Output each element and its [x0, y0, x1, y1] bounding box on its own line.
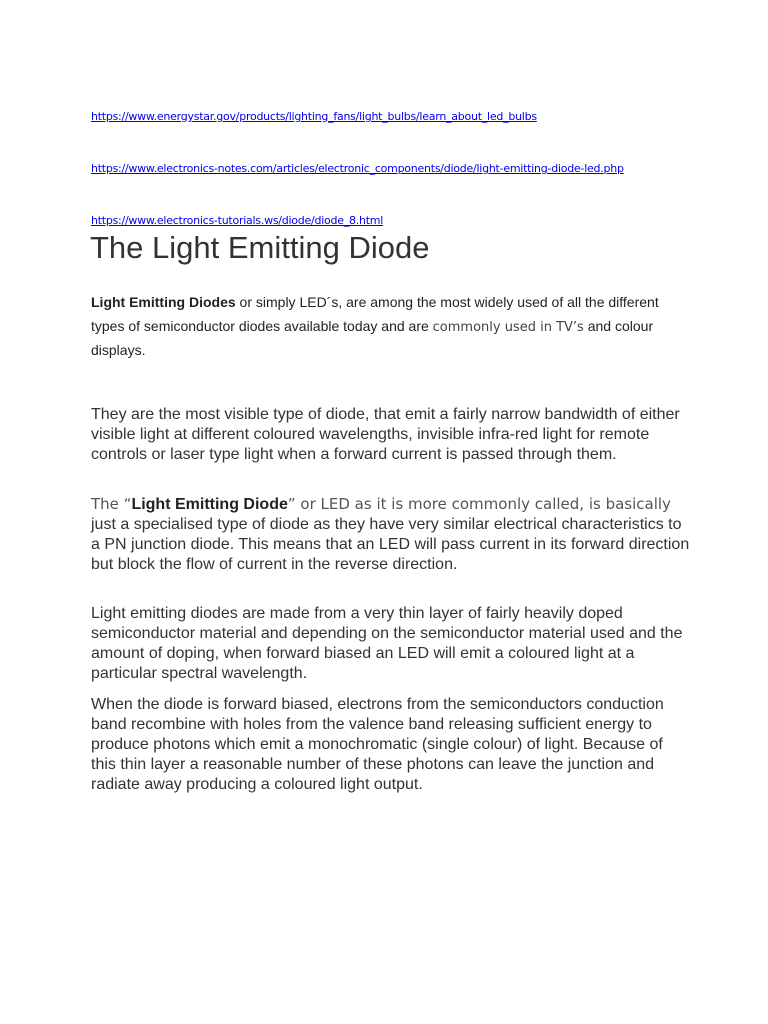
- link-energystar[interactable]: https://www.energystar.gov/products/lighting_fans/light_bulbs/learn_about_led_bulbs: [91, 110, 537, 123]
- p2-pre: The “: [91, 495, 132, 513]
- intro-text-1: or simply LED´s, are among the most widely used of all the different types of semiconductor diodes available today and are: [91, 294, 659, 334]
- link-electronics-notes[interactable]: https://www.electronics-notes.com/articles/electronic_components/diode/light-emitting-diode-led.php: [91, 162, 624, 175]
- intro-alt-text: commonly used in TV’s: [432, 319, 584, 335]
- intro-bold-term: Light Emitting Diodes: [91, 294, 236, 310]
- intro-paragraph: [91, 291, 691, 363]
- p2-alt: ” or LED as it is more commonly called, is basically: [287, 495, 671, 513]
- paragraph-visible-diode: They are the most visible type of diode, that emit a fairly narrow bandwidth of either visible light at different coloured wavelengths, invisible infra-red light for remote controls or laser type light when a forward current is passed through them.: [91, 406, 680, 463]
- paragraph-forward-biased: When the diode is forward biased, electrons from the semiconductors conduction band recombine with holes from the valence band releasing sufficient energy to produce photons which emit a monochromatic (single colour) of light. Because of this thin layer a reasonable number of these photons can leave the junction and radiate away producing a coloured light output.: [91, 696, 664, 793]
- p2-rest: just a specialised type of diode as they have very similar electrical characteristics to a PN junction diode. This means that an LED will pass current in its forward direction but block the flow of current in the reverse direction.: [91, 516, 690, 573]
- paragraph-specialised-diode: [91, 494, 691, 575]
- paragraph-doped-material: Light emitting diodes are made from a very thin layer of fairly heavily doped semiconductor material and depending on the semiconductor material used and the amount of doping, when forward biased an LED will emit a coloured light at a particular spectral wavelength.: [91, 605, 683, 682]
- intro-text-2: and colour displays.: [91, 317, 654, 358]
- p2-bold-term: Light Emitting Diode: [131, 496, 288, 513]
- page-title: The Light Emitting Diode: [90, 230, 430, 265]
- link-electronics-tutorials[interactable]: https://www.electronics-tutorials.ws/diode/diode_8.html: [91, 214, 384, 227]
